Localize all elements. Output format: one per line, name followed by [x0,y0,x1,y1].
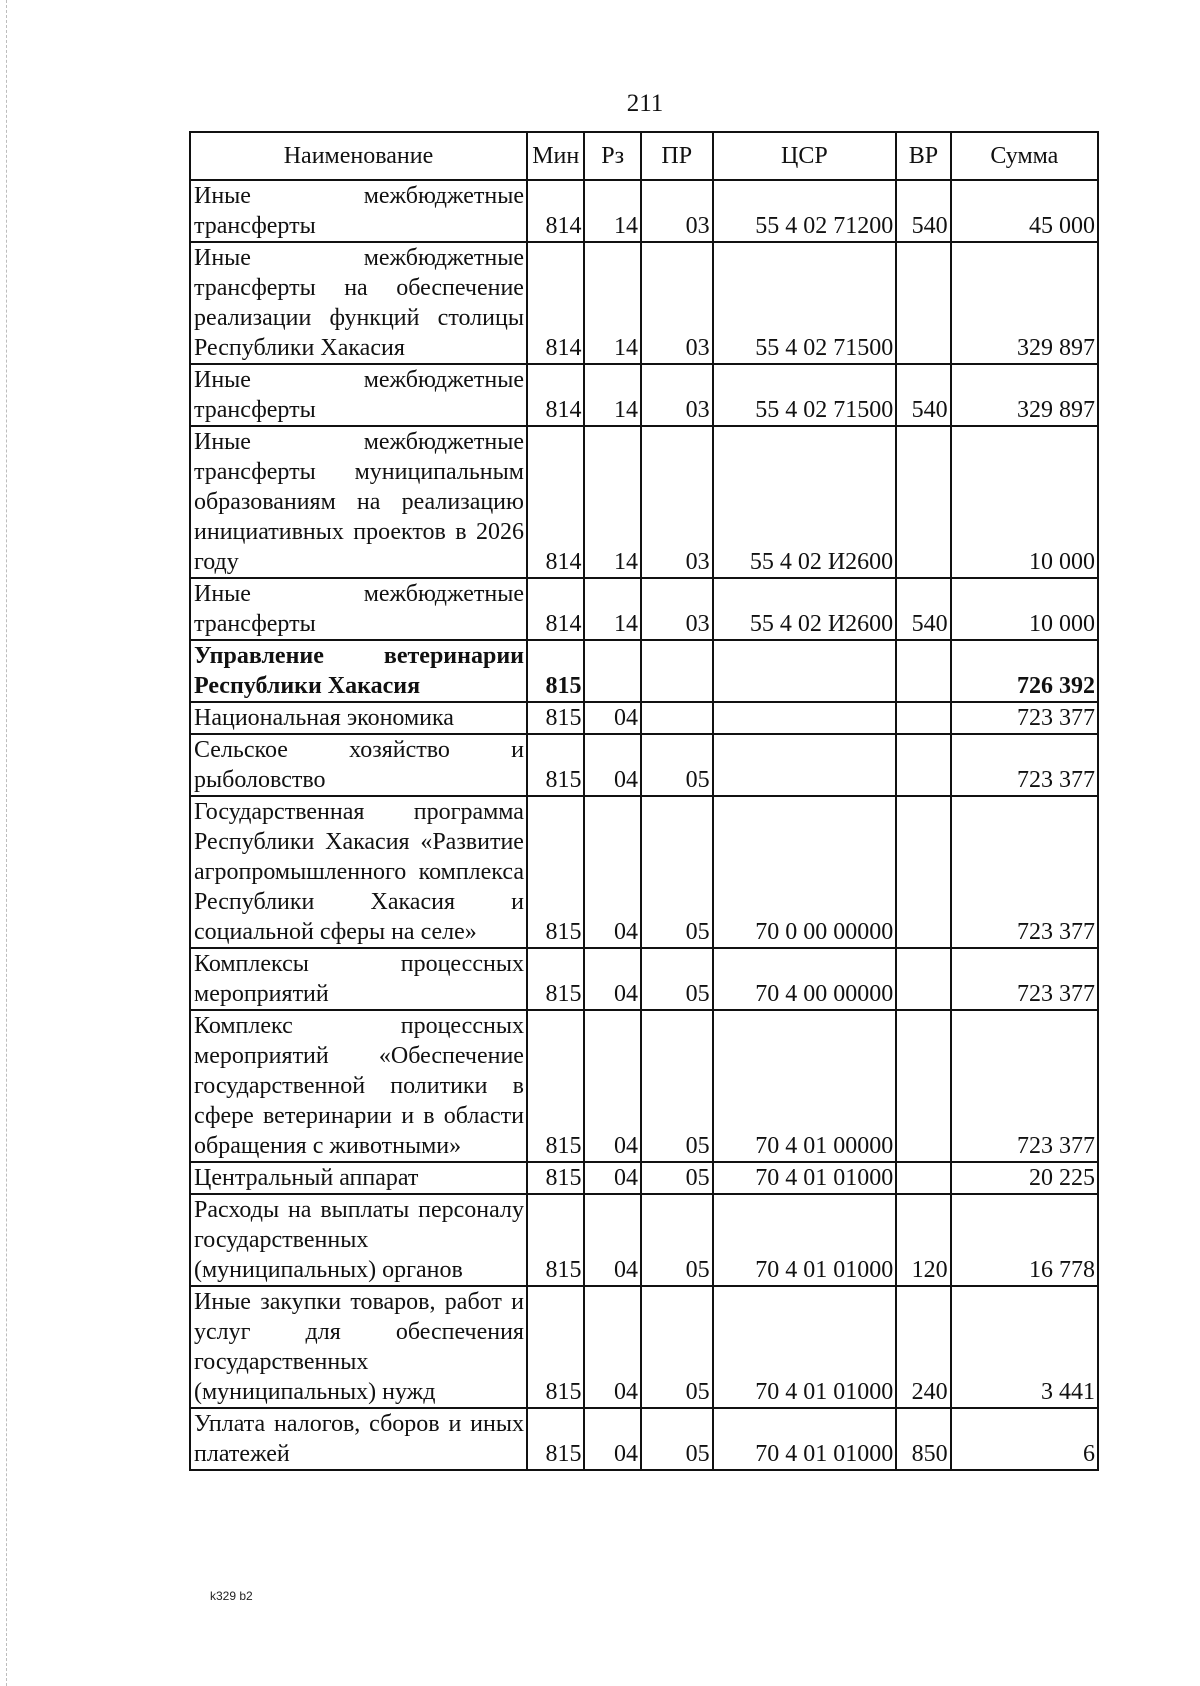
cell-pr: 05 [641,734,713,796]
cell-sum: 45 000 [951,180,1098,242]
table-row [190,948,1098,1010]
cell-pr: 05 [641,1010,713,1162]
table-row [190,796,1098,948]
cell-min: 814 [527,364,585,426]
cell-csr: 70 4 01 01000 [713,1286,897,1408]
table-row [190,1010,1098,1162]
cell-csr: 55 4 02 И2600 [713,578,897,640]
cell-csr: 70 4 01 00000 [713,1010,897,1162]
cell-vr [896,796,950,948]
cell-csr [713,640,897,702]
cell-csr: 70 4 01 01000 [713,1408,897,1470]
cell-pr: 05 [641,796,713,948]
cell-pr: 05 [641,1194,713,1286]
cell-csr: 70 4 00 00000 [713,948,897,1010]
cell-rz: 14 [584,180,640,242]
table-header-row [190,132,1098,180]
header-sum: Сумма [951,132,1098,180]
cell-rz: 04 [584,1010,640,1162]
cell-pr: 05 [641,1408,713,1470]
footer-code: k329 b2 [210,1589,253,1603]
cell-min: 814 [527,242,585,364]
cell-sum: 723 377 [951,734,1098,796]
cell-rz: 14 [584,364,640,426]
cell-name: Сельское хозяйство и рыболовство [190,734,527,796]
cell-vr: 540 [896,578,950,640]
cell-sum: 10 000 [951,426,1098,578]
cell-pr: 05 [641,1286,713,1408]
cell-vr [896,426,950,578]
cell-vr: 120 [896,1194,950,1286]
cell-vr [896,1162,950,1194]
cell-pr: 05 [641,948,713,1010]
cell-sum: 20 225 [951,1162,1098,1194]
header-pr: ПР [641,132,713,180]
cell-sum: 329 897 [951,364,1098,426]
cell-rz: 04 [584,1194,640,1286]
cell-sum: 329 897 [951,242,1098,364]
header-name: Наименование [190,132,527,180]
table-row [190,578,1098,640]
cell-csr: 70 4 01 01000 [713,1162,897,1194]
table-row [190,364,1098,426]
cell-min: 814 [527,578,585,640]
cell-csr: 55 4 02 71500 [713,242,897,364]
cell-csr: 55 4 02 71500 [713,364,897,426]
cell-name: Государственная программа Республики Хакасия «Развитие агропромышленного комплекса Республики Хакасия и социальной сферы на селе» [190,796,527,948]
cell-name: Расходы на выплаты персоналу государственных (муниципальных) органов [190,1194,527,1286]
cell-sum: 726 392 [951,640,1098,702]
cell-name: Иные межбюджетные трансферты муниципальным образованиям на реализацию инициативных проектов в 2026 году [190,426,527,578]
cell-min: 814 [527,180,585,242]
table-row [190,734,1098,796]
cell-min: 815 [527,1194,585,1286]
cell-name: Комплексы процессных мероприятий [190,948,527,1010]
cell-pr: 03 [641,364,713,426]
cell-rz: 04 [584,948,640,1010]
header-rz: Рз [584,132,640,180]
table-row [190,702,1098,734]
cell-name: Иные межбюджетные трансферты на обеспечение реализации функций столицы Республики Хакасия [190,242,527,364]
cell-min: 815 [527,1162,585,1194]
cell-vr [896,702,950,734]
cell-pr: 03 [641,242,713,364]
cell-csr: 55 4 02 И2600 [713,426,897,578]
cell-min: 814 [527,426,585,578]
table-row [190,1408,1098,1470]
cell-rz: 14 [584,426,640,578]
header-min: Мин [527,132,585,180]
cell-vr [896,734,950,796]
cell-rz: 04 [584,1286,640,1408]
cell-name: Иные межбюджетные трансферты [190,180,527,242]
scan-edge-line [6,0,7,1686]
cell-min: 815 [527,1010,585,1162]
cell-sum: 6 [951,1408,1098,1470]
cell-pr: 03 [641,578,713,640]
cell-rz: 04 [584,796,640,948]
cell-sum: 723 377 [951,1010,1098,1162]
cell-min: 815 [527,948,585,1010]
table-row [190,1194,1098,1286]
cell-min: 815 [527,640,585,702]
budget-table [189,131,1099,1471]
cell-csr [713,734,897,796]
cell-pr: 03 [641,180,713,242]
cell-csr: 55 4 02 71200 [713,180,897,242]
cell-sum: 16 778 [951,1194,1098,1286]
cell-rz: 04 [584,702,640,734]
table-row [190,426,1098,578]
cell-sum: 723 377 [951,948,1098,1010]
table-row [190,1162,1098,1194]
cell-vr: 540 [896,180,950,242]
cell-rz: 14 [584,242,640,364]
table-row [190,640,1098,702]
cell-name: Иные межбюджетные трансферты [190,578,527,640]
cell-name: Управление ветеринарии Республики Хакасия [190,640,527,702]
cell-min: 815 [527,796,585,948]
table-row [190,1286,1098,1408]
cell-name: Комплекс процессных мероприятий «Обеспечение государственной политики в сфере ветеринарии и в области обращения с животными» [190,1010,527,1162]
cell-name: Уплата налогов, сборов и иных платежей [190,1408,527,1470]
cell-name: Центральный аппарат [190,1162,527,1194]
table-body [190,180,1098,1470]
page-number: 211 [626,90,664,117]
cell-vr: 540 [896,364,950,426]
cell-vr: 240 [896,1286,950,1408]
cell-rz: 04 [584,734,640,796]
cell-rz: 04 [584,1408,640,1470]
cell-vr [896,1010,950,1162]
cell-vr [896,948,950,1010]
cell-sum: 10 000 [951,578,1098,640]
header-csr: ЦСР [713,132,897,180]
cell-vr [896,242,950,364]
table-row [190,242,1098,364]
cell-pr: 03 [641,426,713,578]
cell-vr: 850 [896,1408,950,1470]
cell-csr: 70 4 01 01000 [713,1194,897,1286]
cell-pr [641,702,713,734]
cell-name: Иные межбюджетные трансферты [190,364,527,426]
cell-min: 815 [527,734,585,796]
cell-rz: 04 [584,1162,640,1194]
cell-pr: 05 [641,1162,713,1194]
cell-sum: 723 377 [951,702,1098,734]
cell-min: 815 [527,1286,585,1408]
cell-name: Национальная экономика [190,702,527,734]
cell-sum: 723 377 [951,796,1098,948]
cell-min: 815 [527,1408,585,1470]
table-row [190,180,1098,242]
cell-name: Иные закупки товаров, работ и услуг для обеспечения государственных (муниципальных) нужд [190,1286,527,1408]
cell-vr [896,640,950,702]
cell-pr [641,640,713,702]
cell-csr: 70 0 00 00000 [713,796,897,948]
cell-sum: 3 441 [951,1286,1098,1408]
cell-rz [584,640,640,702]
cell-csr [713,702,897,734]
header-vr: ВР [896,132,950,180]
cell-rz: 14 [584,578,640,640]
cell-min: 815 [527,702,585,734]
